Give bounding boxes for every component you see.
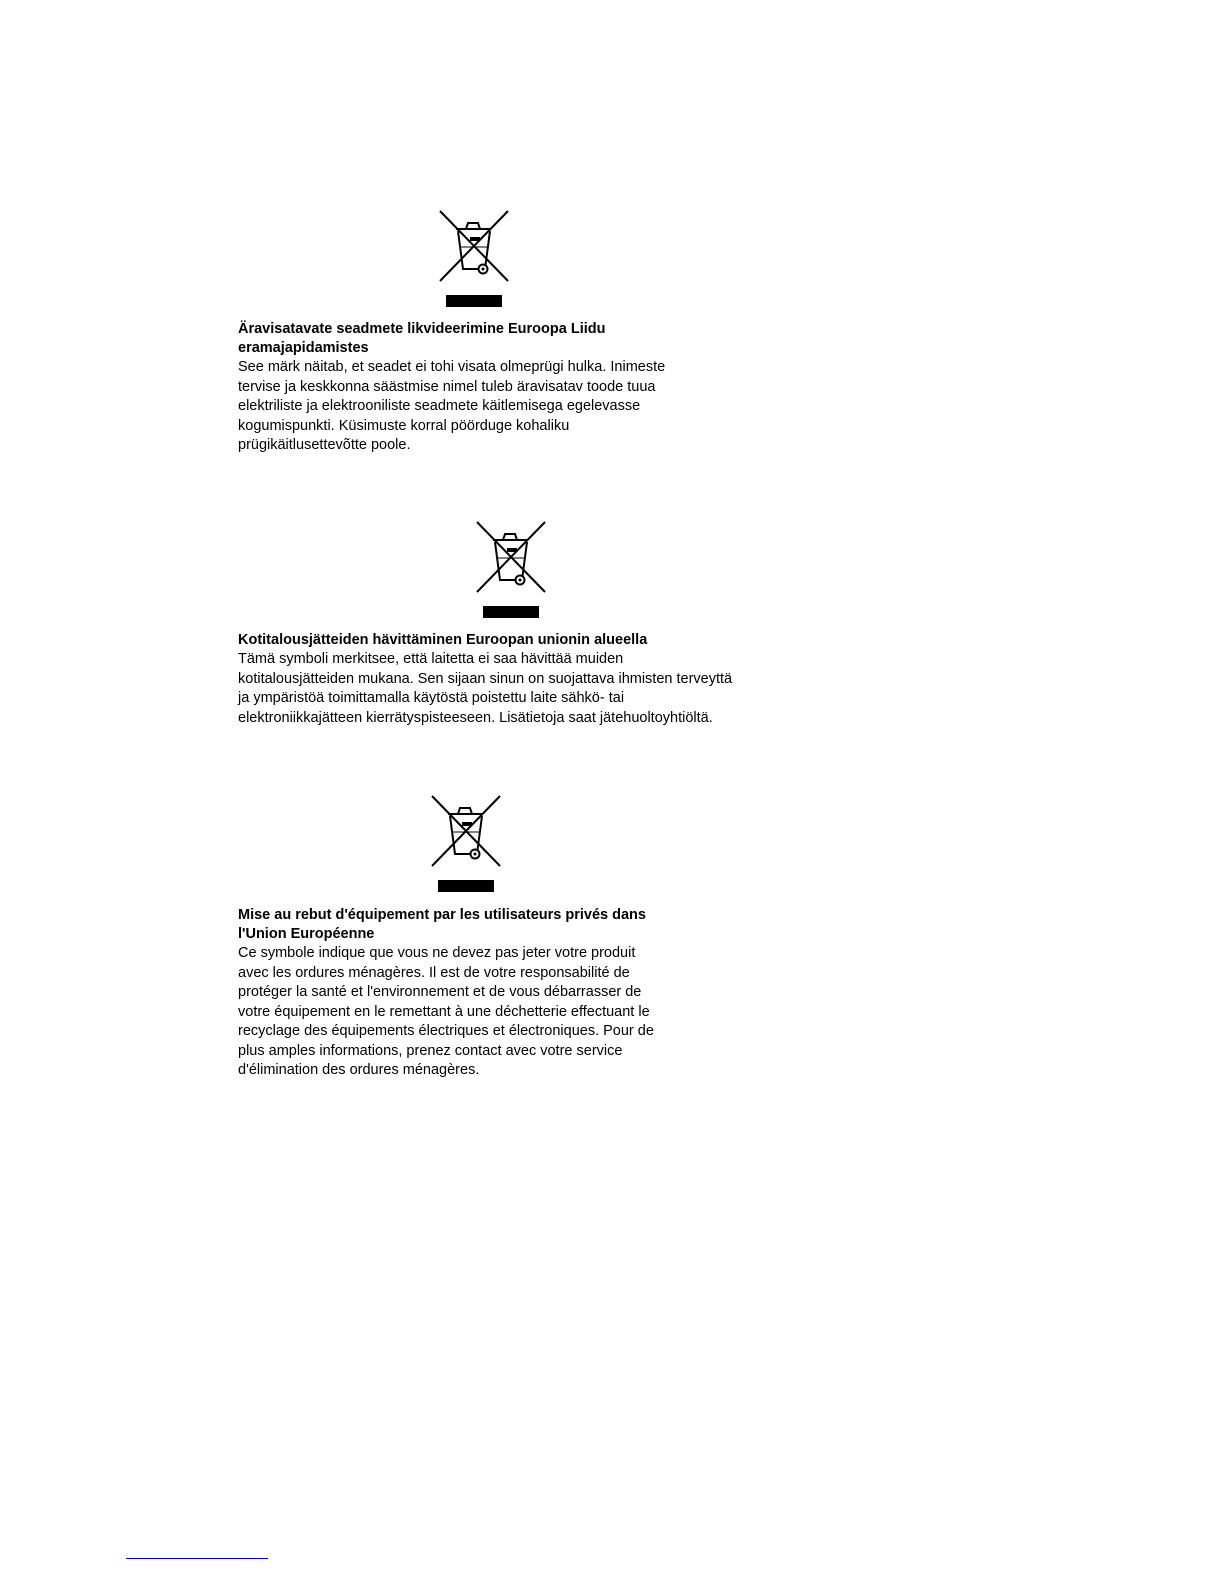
notice-french [238, 906, 738, 1081]
notice-body: Ce symbole indique que vous ne devez pas jeter votre produit avec les ordures ménagères. Il est de votre responsabilité de protéger la santé et l'environnement et de vous débarrasser de votre équipement en le remettant à une déchetterie effectuant le recyclage des équipements électriques et électroniques. Pour de plus amples informations, prenez contact avec votre service d'élimination des ordures ménagères. [238, 945, 654, 1078]
notice-title: Kotitalousjätteiden hävittäminen Euroopan unionin alueella [238, 632, 648, 648]
crossed-out-wheelie-bin-icon [473, 518, 549, 618]
footnote-rule [126, 1558, 268, 1559]
crossed-out-wheelie-bin-icon [436, 207, 512, 307]
notice-title: Mise au rebut d'équipement par les utilisateurs privés dans l'Union Européenne [238, 907, 646, 942]
crossed-out-wheelie-bin-icon [428, 792, 504, 892]
notice-body: See märk näitab, et seadet ei tohi visata olmeprügi hulka. Inimeste tervise ja keskkonna säästmise nimel tuleb äravisatav toode tuua elektriliste ja elektrooniliste seadmete käitlemisega egelevasse kogumispunkti. Küsimuste korral pöörduge kohaliku prügikäitlusettevõtte poole. [238, 359, 666, 453]
notice-body: Tämä symboli merkitsee, että laitetta ei saa hävittää muiden kotitalousjätteiden mukana. Sen sijaan sinun on suojattava ihmisten terveyttä ja ympäristöä toimittamalla käytöstä poistettu laite sähkö- tai elektroniikkajätteen kierrätyspisteeseen. Lisätietoja saat jätehuoltoyhtiöltä. [238, 651, 733, 726]
notice-finnish [238, 631, 808, 728]
notice-estonian [238, 320, 738, 456]
notice-title: Äravisatavate seadmete likvideerimine Euroopa Liidu eramajapidamistes [238, 321, 606, 356]
